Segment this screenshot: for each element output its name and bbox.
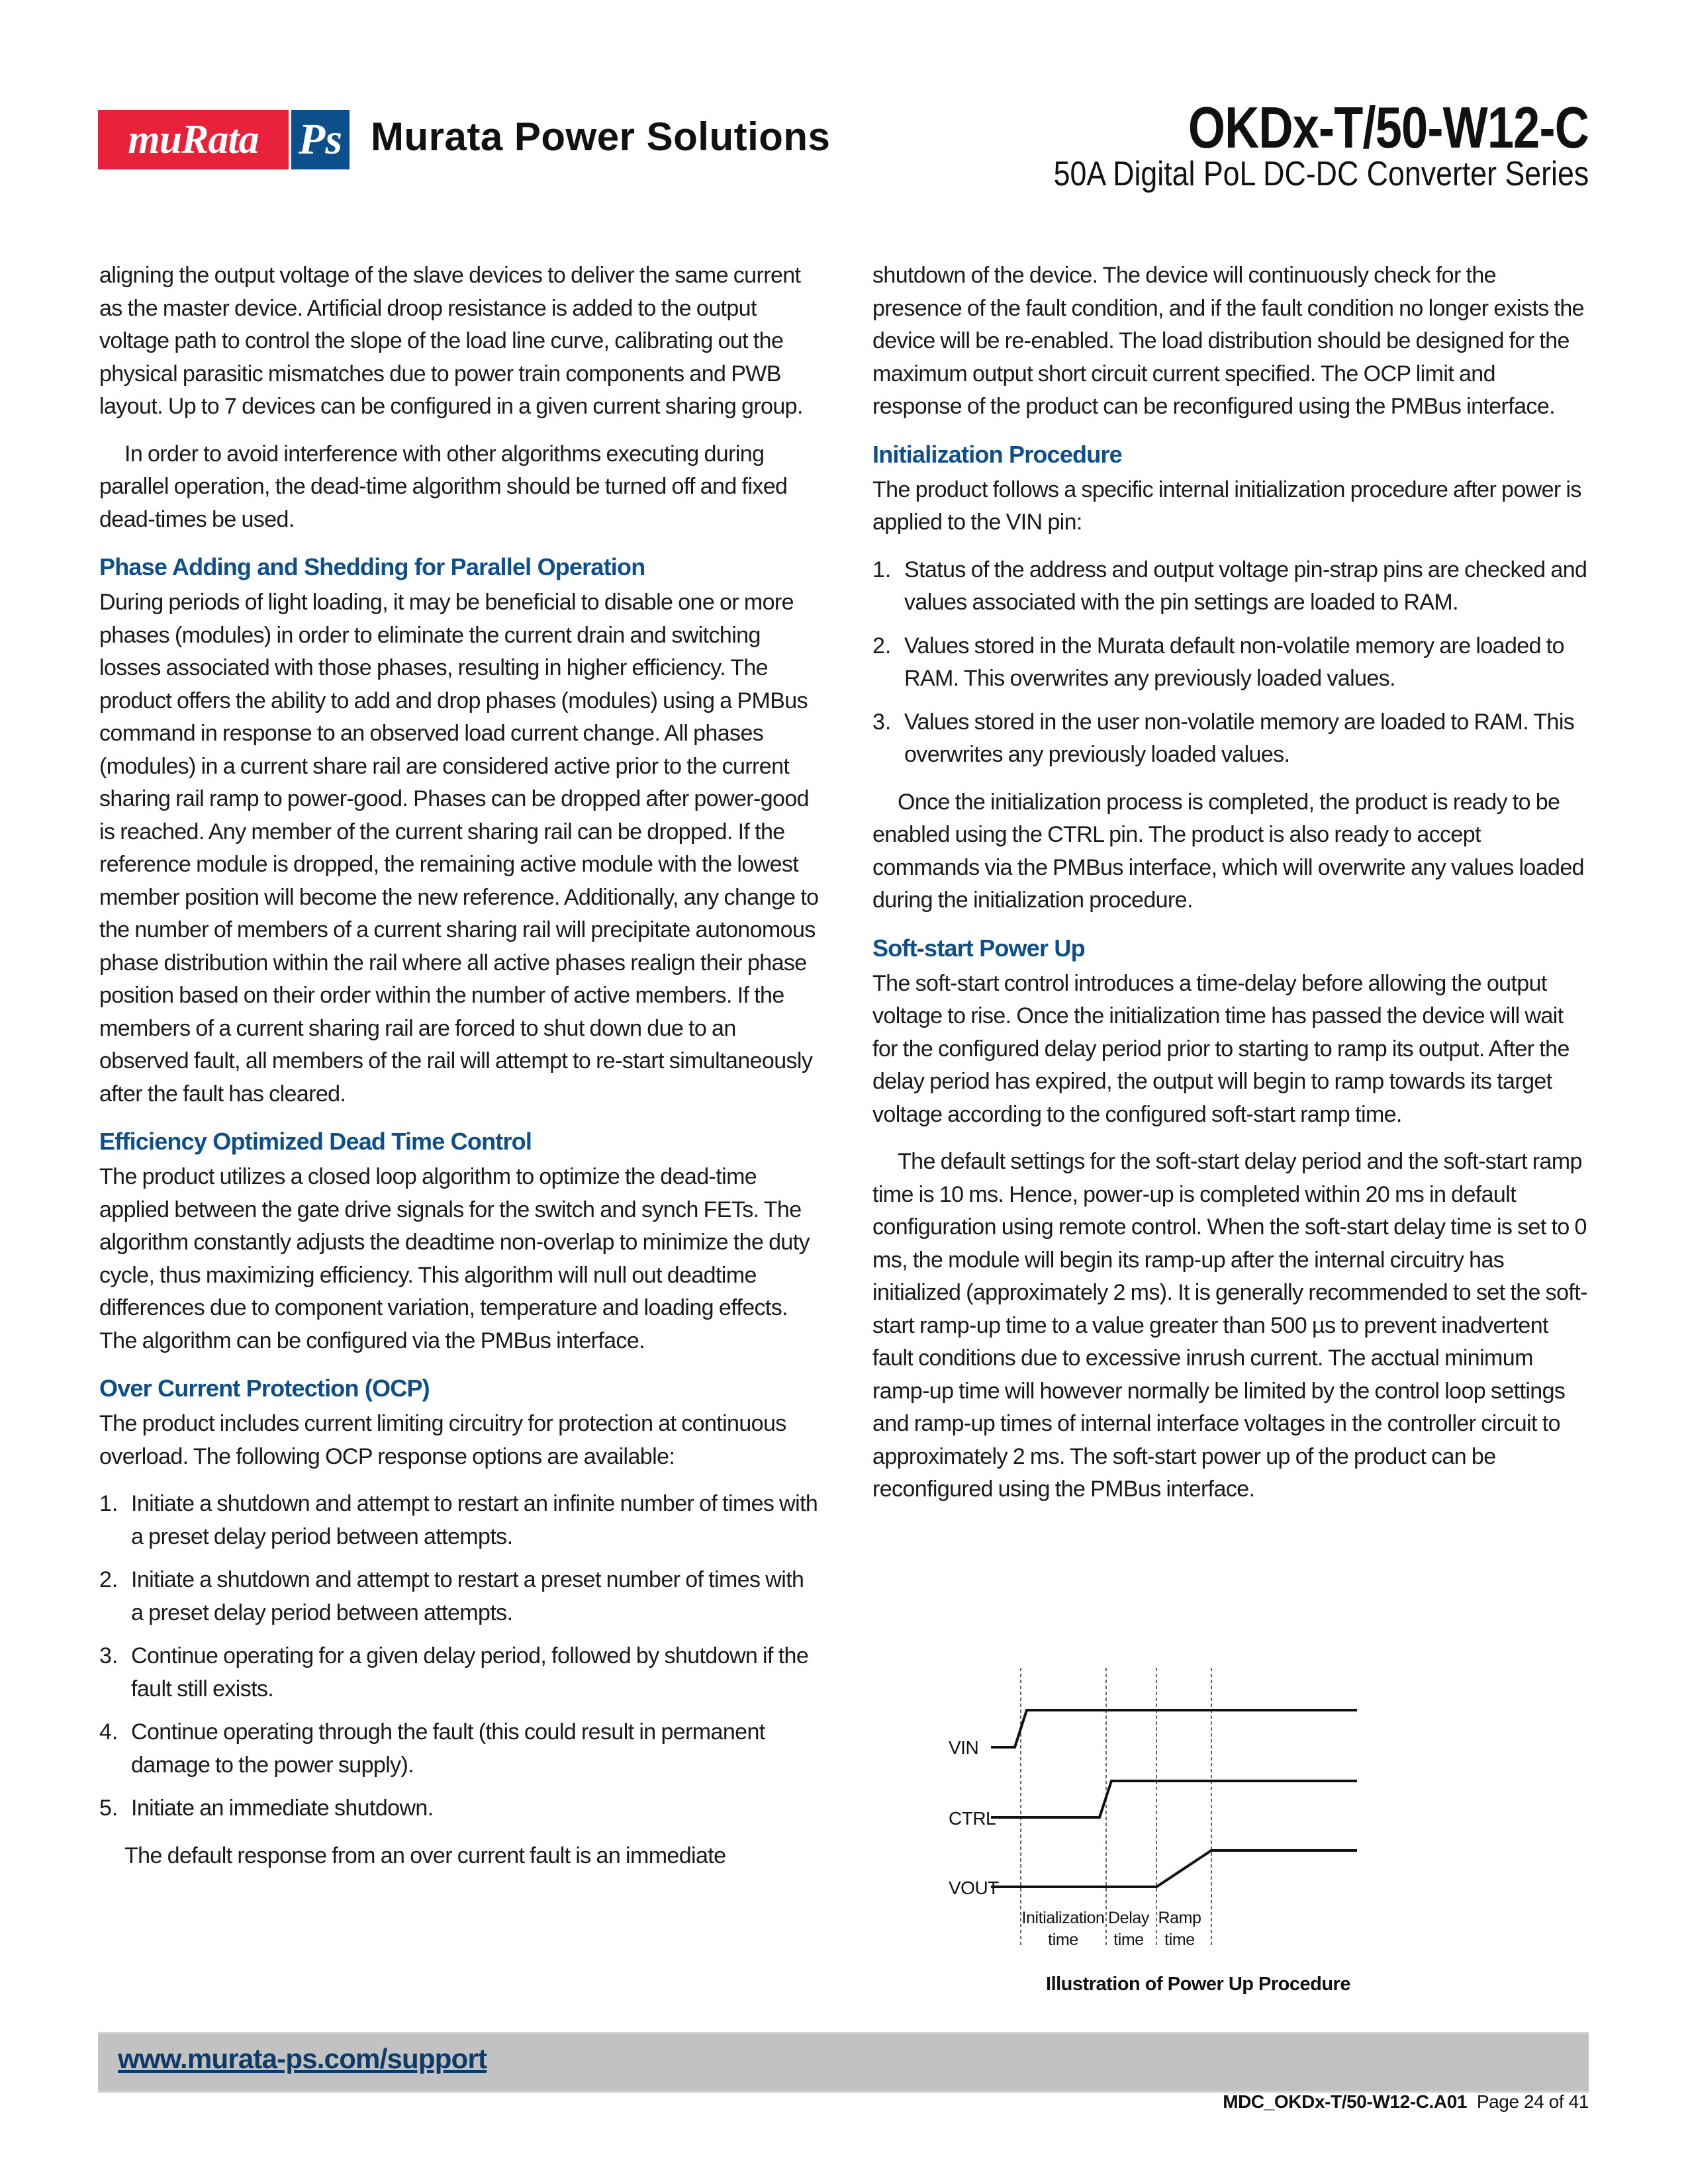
list-number: 2. [872, 633, 892, 659]
document-code: MDC_OKDx-T/50-W12-C.A01 [1223, 2091, 1468, 2112]
paragraph: The default settings for the soft-start delay period and the soft-start ramp time is 10 ms. Hence, power-up is completed within 20 ms in default configuration using remote control. When the soft-start delay time is set to 0 ms, the module will begin its ramp-up after the internal circuitry has initialized (approximately 2 ms). It is generally recommended to set the soft-start ramp-up time to a value greater than 500 µs to prevent inadvertent fault conditions due to excessive inrush current. The acctual minimum ramp-up time will however normally be limited by the control loop settings and ramp-up times of internal interface voltages in the controller circuit to approximately 2 ms. The soft-start power up of the product can be reconfigured using the PMBus interface. [872, 1149, 1587, 1502]
company-name: Murata Power Solutions [371, 114, 831, 159]
ps-badge: Ps [291, 110, 350, 169]
footer-meta [1223, 2091, 1589, 2113]
list-number: 4. [99, 1719, 118, 1745]
section-heading-phase-adding: Phase Adding and Shedding for Parallel Operation [99, 553, 645, 580]
paragraph: The product includes current limiting circuitry for protection at continuous overload. The following OCP response options are available: [99, 1411, 786, 1469]
list-text: Initiate an immediate shutdown. [131, 1796, 434, 1821]
phase-label-line: Ramp [1158, 1909, 1201, 1927]
section-heading-ocp: Over Current Protection (OCP) [99, 1375, 430, 1402]
list-item [99, 1792, 821, 1825]
paragraph: aligning the output voltage of the slave devices to deliver the same current as the master device. Artificial droop resistance is added to the output voltage path to control the slope of the load line curve, calibrating out the physical parasitic mismatches due to power train components and PWB layout. Up to 7 devices can be configured in a given current sharing group. [99, 263, 803, 419]
diagram-caption: Illustration of Power Up Procedure [1046, 1974, 1350, 1995]
list-item [872, 554, 1587, 619]
list-number: 5. [99, 1796, 118, 1821]
ocp-options-list [99, 1488, 821, 1825]
phase-label-line: time [1164, 1931, 1195, 1949]
vout-waveform [991, 1850, 1357, 1887]
phase-label-line: time [1113, 1931, 1144, 1949]
list-text: Initiate a shutdown and attempt to restart an infinite number of times with a preset delay period between attempts. [131, 1491, 818, 1549]
left-column [99, 259, 821, 1887]
paragraph: During periods of light loading, it may be beneficial to disable one or more phases (modules) in order to eliminate the current drain and switching losses associated with those phases, resulting in higher efficiency. The product offers the ability to add and drop phases (modules) using a PMBus command in response to an observed load current change. All phases (modules) in a current share rail are considered active prior to the current sharing rail ramp to power-good. Phases can be dropped after power-good is reached. Any member of the current sharing rail can be dropped. If the reference module is dropped, the remaining active module with the lowest member position will become the new reference. Additionally, any change to the number of members of a current sharing rail will precipitate autonomous phase distribution within the rail where all active phases realign their phase position based on their order within the number of active members. If the members of a current sharing rail are forced to shut down due to an observed fault, all members of the rail will attempt to re-start simultaneously after the fault has cleared. [99, 590, 819, 1107]
document-subtitle: 50A Digital PoL DC-DC Converter Series [1053, 155, 1589, 193]
list-item [99, 1640, 821, 1706]
list-number: 3. [99, 1643, 118, 1668]
footer-bar [98, 2032, 1589, 2093]
list-number: 2. [99, 1567, 118, 1592]
paragraph: The soft-start control introduces a time-delay before allowing the output voltage to rise. Once the initialization time has passed the device will wait for the configured delay period prior to starting to ramp its output. After the delay period has expired, the output will begin to ramp towards its target voltage according to the configured soft-start ramp time. [872, 970, 1570, 1127]
initialization-steps-list [872, 554, 1587, 772]
list-text: Values stored in the user non-volatile memory are loaded to RAM. This overwrites any previously loaded values. [904, 709, 1575, 767]
paragraph: Once the initialization process is completed, the product is ready to be enabled using the CTRL pin. The product is also ready to accept commands via the PMBus interface, which will overwrite any values loaded during the initialization procedure. [872, 789, 1584, 913]
list-number: 1. [99, 1491, 118, 1516]
murata-logo [98, 110, 350, 169]
paragraph: In order to avoid interference with other algorithms executing during parallel operation, the dead-time algorithm should be turned off and fixed dead-times be used. [99, 441, 788, 532]
list-item [99, 1564, 821, 1629]
section-heading-soft-start: Soft-start Power Up [872, 934, 1085, 962]
list-text: Continue operating through the fault (this could result in permanent damage to the power supply). [131, 1719, 765, 1778]
list-number: 1. [872, 557, 892, 582]
power-up-timing-diagram [927, 1641, 1470, 1999]
signal-label-ctrl: CTRL [949, 1808, 996, 1829]
page-number: Page 24 of 41 [1476, 2091, 1589, 2112]
list-item [872, 630, 1587, 696]
list-item [99, 1488, 821, 1553]
document-title: OKDx-T/50-W12-C [1188, 95, 1589, 160]
signal-label-vin: VIN [949, 1737, 979, 1758]
list-item [99, 1716, 821, 1782]
list-item [872, 706, 1587, 772]
paragraph: The default response from an over current fault is an immediate [124, 1843, 726, 1868]
paragraph: The product follows a specific internal initialization procedure after power is applied to the VIN pin: [872, 477, 1581, 535]
list-text: Values stored in the Murata default non-volatile memory are loaded to RAM. This overwrites any previously loaded values. [904, 633, 1564, 691]
support-link[interactable]: www.murata-ps.com/support [118, 2043, 487, 2074]
phase-label-line: Initialization [1021, 1909, 1105, 1927]
section-heading-initialization: Initialization Procedure [872, 440, 1122, 468]
paragraph: shutdown of the device. The device will continuously check for the presence of the fault condition, and if the fault condition no longer exists the device will be re-enabled. The load distribution should be designed for the maximum output short circuit current specified. The OCP limit and response of the product can be reconfigured using the PMBus interface. [872, 263, 1584, 419]
murata-wordmark: muRata [98, 110, 289, 169]
list-number: 3. [872, 709, 892, 735]
right-column [872, 259, 1587, 1521]
phase-label-ramp [1127, 1907, 1233, 1951]
ctrl-waveform [991, 1781, 1357, 1817]
list-text: Continue operating for a given delay period, followed by shutdown if the fault still exists. [131, 1643, 809, 1702]
vin-waveform [991, 1710, 1357, 1747]
phase-label-line: Delay [1108, 1909, 1149, 1927]
list-text: Status of the address and output voltage pin-strap pins are checked and values associated with the pin settings are loaded to RAM. [904, 557, 1587, 615]
signal-label-vout: VOUT [949, 1878, 999, 1898]
phase-label-line: time [1048, 1931, 1078, 1949]
list-text: Initiate a shutdown and attempt to restart a preset number of times with a preset delay period between attempts. [131, 1567, 804, 1625]
paragraph: The product utilizes a closed loop algorithm to optimize the dead-time applied between the gate drive signals for the switch and synch FETs. The algorithm constantly adjusts the deadtime non-overlap to minimize the duty cycle, thus maximizing efficiency. This algorithm will null out deadtime differences due to component variation, temperature and loading effects. The algorithm can be configured via the PMBus interface. [99, 1164, 810, 1353]
section-heading-dead-time: Efficiency Optimized Dead Time Control [99, 1128, 532, 1155]
